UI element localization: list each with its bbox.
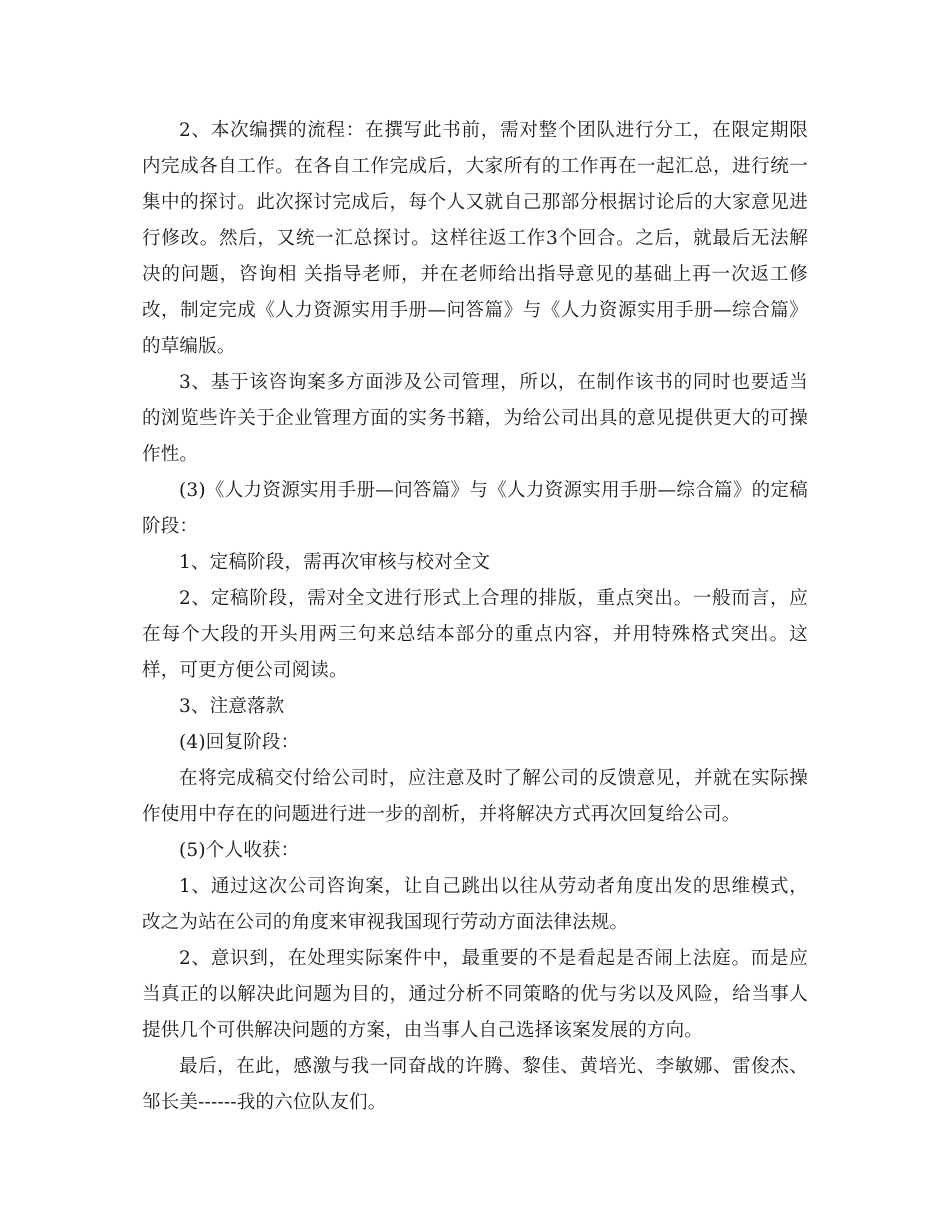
paragraph-final-review: 1、定稿阶段，需再次审核与校对全文 [179, 552, 491, 573]
paragraph-signature-note: 3、注意落款 [179, 696, 285, 717]
paragraph-gain-perspective: 1、通过这次公司咨询案，让自己跳出以往从劳动者角度出发的思维模式，改之为站在公司的角度来审视我国现行劳动方面法律法规。 [142, 876, 808, 933]
paragraph-acknowledgement: 最后，在此，感激与我一同奋战的许腾、黎佳、黄培光、李敏娜、雷俊杰、邹长美------我的六位队友们。 [142, 1056, 808, 1113]
paragraph-finalization-heading: (3)《人力资源实用手册—问答篇》与《人力资源实用手册—综合篇》的定稿阶段： [142, 480, 808, 537]
document-body [142, 113, 808, 1121]
paragraph-gain-resolution: 2、意识到，在处理实际案件中，最重要的不是看起是否闹上法庭。而是应当真正的以解决此问题为目的，通过分析不同策略的优与劣以及风险，给当事人提供几个可供解决问题的方案，由当事人自己选择该案发展的方向。 [142, 948, 808, 1041]
paragraph-final-layout: 2、定稿阶段，需对全文进行形式上合理的排版，重点突出。一般而言，应在每个大段的开头用两三句来总结本部分的重点内容，并用特殊格式突出。这样，可更方便公司阅读。 [142, 588, 808, 681]
paragraph-gains-heading: (5)个人收获： [179, 840, 300, 861]
paragraph-reply-heading: (4)回复阶段： [179, 732, 300, 753]
paragraph-reply-body: 在将完成稿交付给公司时，应注意及时了解公司的反馈意见，并就在实际操作使用中存在的问题进行进一步的剖析，并将解决方式再次回复给公司。 [142, 768, 808, 825]
paragraph-compilation-process: 2、本次编撰的流程：在撰写此书前，需对整个团队进行分工，在限定期限内完成各自工作。在各自工作完成后，大家所有的工作再在一起汇总，进行统一集中的探讨。此次探讨完成后，每个人又就自己那部分根据讨论后的大家意见进行修改。然后，又统一汇总探讨。这样往返工作3个回合。之后，就最后无法解决的问题，咨询相 关指导老师，并在老师给出指导意见的基础上再一次返工修改，制定完成《人力资源实用手册—问答篇》与《人力资源实用手册—综合篇》的草编版。 [142, 120, 808, 357]
paragraph-management-books: 3、基于该咨询案多方面涉及公司管理，所以，在制作该书的同时也要适当的浏览些许关于企业管理方面的实务书籍，为给公司出具的意见提供更大的可操作性。 [142, 372, 808, 465]
